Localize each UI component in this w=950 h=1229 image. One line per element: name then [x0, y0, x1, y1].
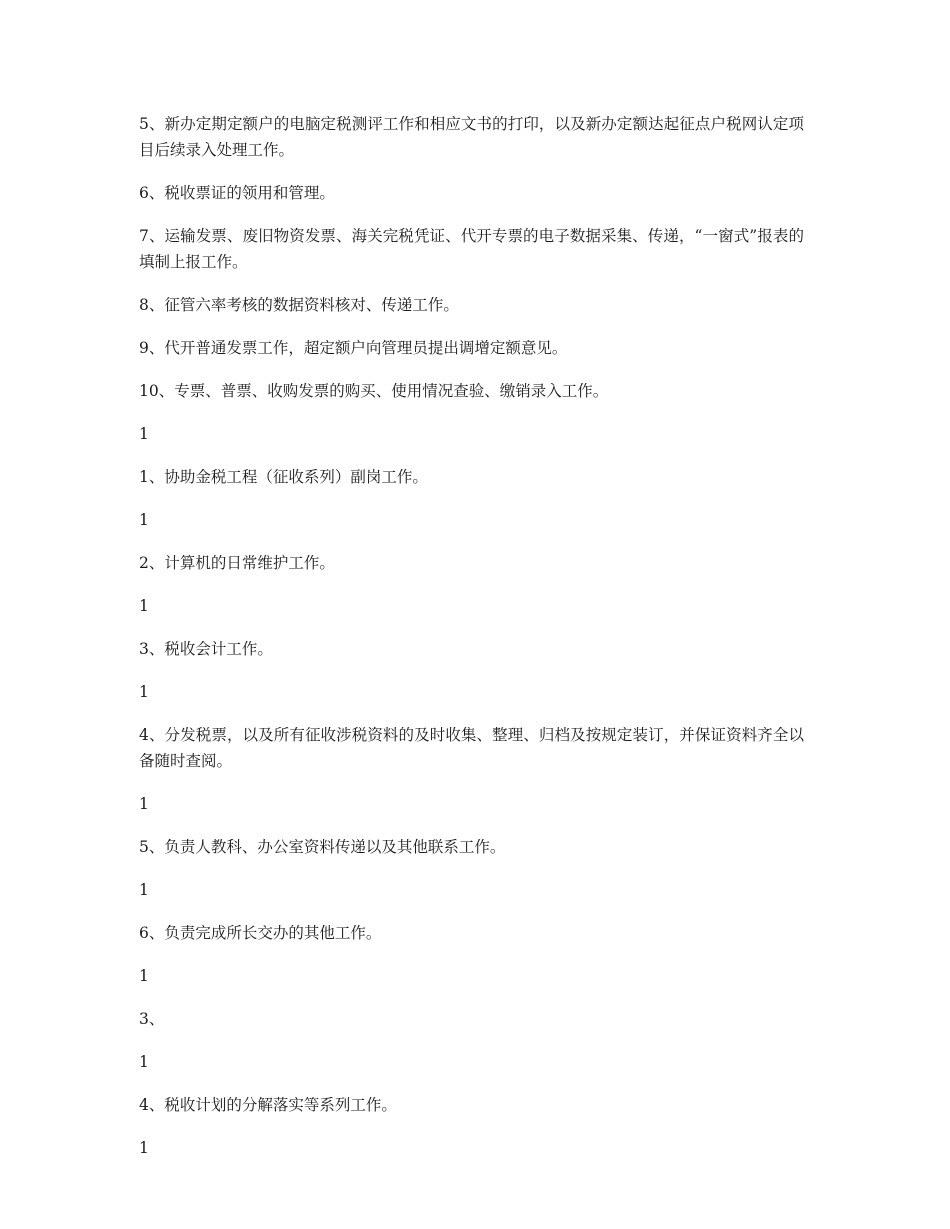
- paragraph-item-5-computer-tax-assessment: 5、新办定期定额户的电脑定税测评工作和相应文书的打印，以及新办定额达起征点户税网认定项目后续录入处理工作。: [139, 115, 804, 159]
- paragraph-section-marker: 1: [139, 1139, 149, 1157]
- paragraph-item-4-distribute-tax-receipts: 4、分发税票，以及所有征收涉税资料的及时收集、整理、归档及按规定装订，并保证资料齐全以备随时查阅。: [139, 726, 804, 770]
- paragraph-item-7-invoice-data-collection: 7、运输发票、废旧物资发票、海关完税凭证、代开专票的电子数据采集、传递，“一窗式”报表的填制上报工作。: [139, 227, 804, 271]
- paragraph-item-4-tax-plan: 4、税收计划的分解落实等系列工作。: [139, 1096, 397, 1114]
- paragraph-section-marker: 1: [139, 425, 149, 443]
- paragraph-item-5-document-transfer: 5、负责人教科、办公室资料传递以及其他联系工作。: [139, 838, 506, 856]
- paragraph-section-marker: 1: [139, 967, 149, 985]
- paragraph-section-marker: 1: [139, 511, 149, 529]
- paragraph-item-3-empty: 3、: [139, 1010, 165, 1028]
- paragraph-item-9-ordinary-invoices: 9、代开普通发票工作，超定额户向管理员提出调增定额意见。: [139, 339, 568, 357]
- paragraph-section-marker: 1: [139, 1053, 149, 1071]
- paragraph-item-1-golden-tax-assist: 1、协助金税工程（征收系列）副岗工作。: [139, 468, 428, 486]
- paragraph-item-8-six-rate-assessment: 8、征管六率考核的数据资料核对、传递工作。: [139, 296, 459, 314]
- paragraph-item-6-tax-receipts: 6、税收票证的领用和管理。: [139, 184, 335, 202]
- paragraph-section-marker: 1: [139, 881, 149, 899]
- paragraph-item-2-computer-maintenance: 2、计算机的日常维护工作。: [139, 554, 335, 572]
- paragraph-item-10-invoice-purchase: 10、专票、普票、收购发票的购买、使用情况查验、缴销录入工作。: [139, 382, 609, 400]
- document-body: [139, 111, 804, 1178]
- paragraph-section-marker: 1: [139, 597, 149, 615]
- paragraph-item-3-tax-accounting: 3、税收会计工作。: [139, 640, 273, 658]
- paragraph-item-6-other-assigned-work: 6、负责完成所长交办的其他工作。: [139, 924, 382, 942]
- paragraph-section-marker: 1: [139, 683, 149, 701]
- paragraph-section-marker: 1: [139, 795, 149, 813]
